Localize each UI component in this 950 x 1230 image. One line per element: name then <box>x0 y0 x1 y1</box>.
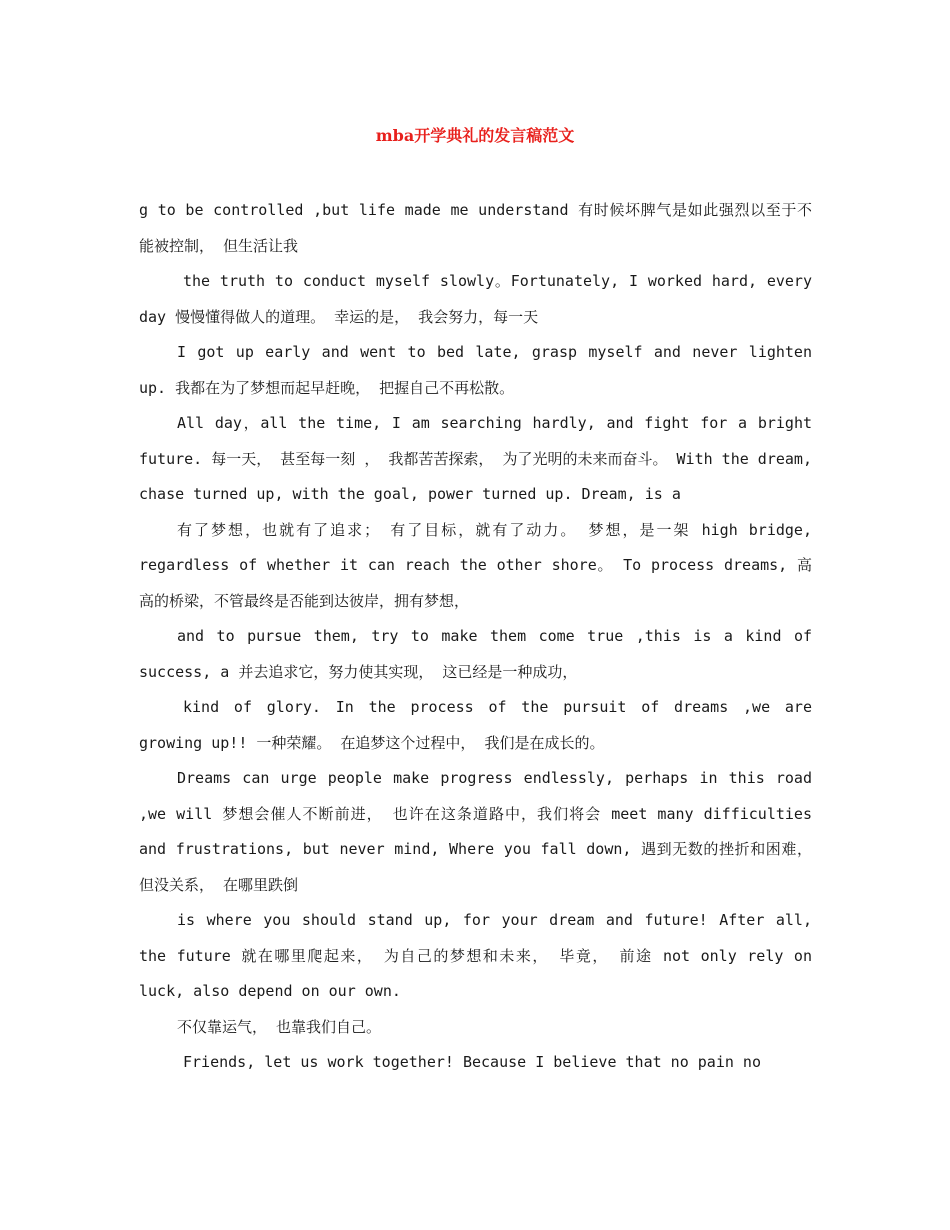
document-body <box>139 193 812 1081</box>
paragraph: Friends, let us work together! Because I believe that no pain no <box>183 1053 761 1071</box>
document-title: mba开学典礼的发言稿范文 <box>375 126 575 145</box>
paragraph: I got up early and went to bed late, grasp myself and never lighten up. 我都在为了梦想而起早赶晚， 把握自己不再松散。 <box>139 343 812 397</box>
paragraph: 不仅靠运气， 也靠我们自己。 <box>177 1017 382 1036</box>
paragraph: g to be controlled ,but life made me understand 有时候坏脾气是如此强烈以至于不能被控制， 但生活让我 <box>139 201 812 255</box>
paragraph: 有了梦想，也就有了追求； 有了目标，就有了动力。 梦想，是一架 high bridge, regardless of whether it can reach the other shore。 To process dreams, 高高的桥梁，不管最终是否能到达彼岸，拥有梦想， <box>139 520 812 610</box>
paragraph: and to pursue them, try to make them come true ,this is a kind of success, a 并去追求它，努力使其实现， 这已经是一种成功， <box>139 627 812 681</box>
paragraph: is where you should stand up, for your dream and future! After all, the future 就在哪里爬起来， 为自己的梦想和未来， 毕竟， 前途 not only rely on luck, also depend on our own. <box>139 911 812 1000</box>
paragraph: Dreams can urge people make progress endlessly, perhaps in this road ,we will 梦想会催人不断前进， 也许在这条道路中，我们将会 meet many difficulties and frustrations, but never mind, Where you fall down, 遇到无数的挫折和困难， 但没关系， 在哪里跌倒 <box>139 769 812 894</box>
paragraph: the truth to conduct myself slowly。Fortunately, I worked hard, every day 慢慢懂得做人的道理。 幸运的是， 我会努力，每一天 <box>139 272 812 326</box>
paragraph: kind of glory. In the process of the pursuit of dreams ,we are growing up!! 一种荣耀。 在追梦这个过程中， 我们是在成长的。 <box>139 698 812 752</box>
paragraph: All day，all the time, I am searching hardly, and fight for a bright future. 每一天， 甚至每一刻 ， 我都苦苦探索， 为了光明的未来而奋斗。 With the dream, chase turned up, with the goal, power turned up. Dream, is a <box>139 414 812 503</box>
